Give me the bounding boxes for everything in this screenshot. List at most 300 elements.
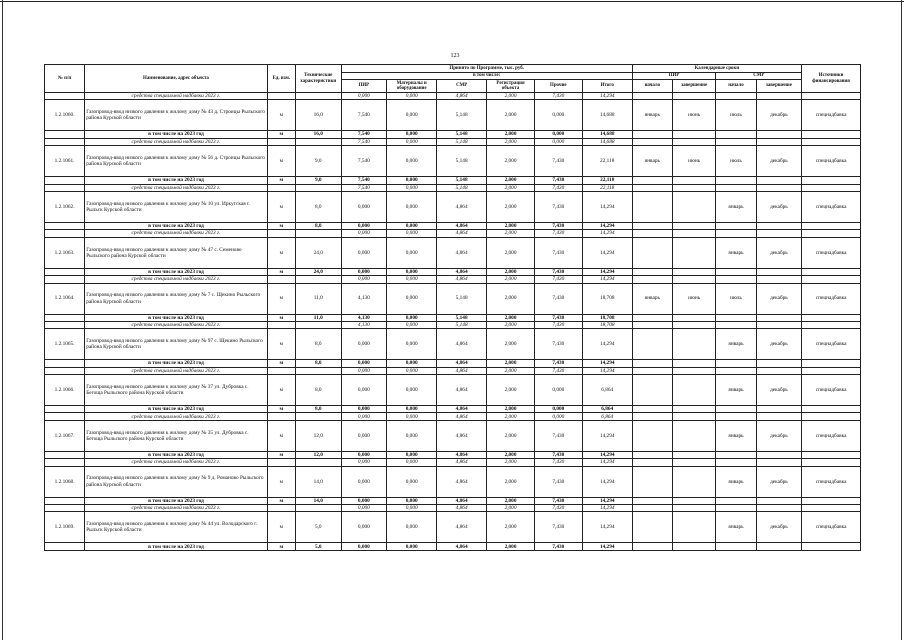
object-unit: м xyxy=(267,375,295,406)
year-total-blank-cell xyxy=(756,177,802,184)
object-pir-start: январь xyxy=(632,100,672,131)
fund-blank-cell xyxy=(802,321,861,328)
object-pir-start: январь xyxy=(632,146,672,177)
fund-row-label: средства специальной надбавки 2023 г. xyxy=(85,505,268,512)
object-materials: 0,000 xyxy=(387,512,437,543)
year-total-materials: 0,000 xyxy=(387,406,437,413)
fund-blank-cell xyxy=(756,367,802,374)
fund-row xyxy=(45,413,861,420)
fund-blank-cell xyxy=(672,459,715,466)
fund-pir: 0,000 xyxy=(341,505,387,512)
year-total-registration: 2,000 xyxy=(487,497,535,504)
fund-materials: 0,000 xyxy=(387,230,437,237)
year-total-total: 22,118 xyxy=(582,177,632,184)
object-pir-end xyxy=(672,375,715,406)
year-total-total: 14,294 xyxy=(582,268,632,275)
year-total-blank-cell xyxy=(672,360,715,367)
fund-row-unit-cell xyxy=(267,93,295,100)
fund-row-label: средства специальной надбавки 2023 г. xyxy=(85,276,268,283)
year-total-blank-cell xyxy=(756,406,802,413)
year-total-total: 6,864 xyxy=(582,406,632,413)
year-total-smr: 4,864 xyxy=(437,543,487,550)
year-total-label: в том числе на 2023 год xyxy=(85,451,268,458)
object-unit: м xyxy=(267,237,295,268)
year-total-unit: м xyxy=(267,543,295,550)
year-total-smr: 5,148 xyxy=(437,314,487,321)
fund-total: 22,118 xyxy=(582,184,632,191)
object-number: 1.2.1061. xyxy=(45,146,85,177)
object-smr-start: январь xyxy=(716,237,756,268)
object-registration: 2,000 xyxy=(487,146,535,177)
object-materials: 0,000 xyxy=(387,283,437,314)
fund-pir: 7,540 xyxy=(341,138,387,145)
object-source: спецнадбавка xyxy=(802,420,861,451)
fund-row-label: средства специальной надбавки 2023 г. xyxy=(85,321,268,328)
object-pir-end xyxy=(672,329,715,360)
year-total-label: в том числе на 2023 год xyxy=(85,177,268,184)
year-total-row xyxy=(45,222,861,229)
object-smr-start: июль xyxy=(716,146,756,177)
year-total-blank-cell xyxy=(802,268,861,275)
header-smr-start: начало xyxy=(716,80,756,93)
year-total-other: 7,430 xyxy=(534,543,582,550)
fund-row-unit-cell xyxy=(267,505,295,512)
fund-smr: 4,864 xyxy=(437,505,487,512)
table-header xyxy=(45,65,861,93)
object-materials: 0,000 xyxy=(387,237,437,268)
object-pir-end xyxy=(672,420,715,451)
fund-other: 0,000 xyxy=(534,413,582,420)
object-row xyxy=(45,146,861,177)
fund-registration: 2,000 xyxy=(487,505,535,512)
object-row xyxy=(45,420,861,451)
year-total-blank-cell xyxy=(756,451,802,458)
table-body xyxy=(45,93,861,551)
year-total-pir: 0,000 xyxy=(341,406,387,413)
object-tech: 8,0 xyxy=(295,329,341,360)
object-number: 1.2.1062. xyxy=(45,191,85,222)
object-number: 1.2.1063. xyxy=(45,237,85,268)
fund-registration: 2,000 xyxy=(487,276,535,283)
fund-materials: 0,000 xyxy=(387,367,437,374)
year-total-label: в том числе на 2023 год xyxy=(85,543,268,550)
year-total-blank-cell xyxy=(716,451,756,458)
fund-blank-cell xyxy=(716,138,756,145)
year-total-no-cell xyxy=(45,406,85,413)
object-materials: 0,000 xyxy=(387,329,437,360)
object-smr-end: декабрь xyxy=(756,100,802,131)
year-total-smr: 4,864 xyxy=(437,497,487,504)
year-total-blank-cell xyxy=(632,497,672,504)
fund-blank-cell xyxy=(632,138,672,145)
year-total-row xyxy=(45,360,861,367)
object-tech: 11,0 xyxy=(295,283,341,314)
year-total-blank-cell xyxy=(802,177,861,184)
object-total: 6,864 xyxy=(582,375,632,406)
fund-row-tech-cell xyxy=(295,367,341,374)
year-total-label: в том числе на 2023 год xyxy=(85,268,268,275)
year-total-blank-cell xyxy=(716,497,756,504)
fund-materials: 0,000 xyxy=(387,138,437,145)
object-name: Газопровод-ввод низкого давления к жилому дому № 37 ул. Дубровка с. Бегоща Рыльского района Курской области xyxy=(85,375,268,406)
year-total-blank-cell xyxy=(672,497,715,504)
header-cal-smr: СМР xyxy=(716,73,802,80)
object-smr-end: декабрь xyxy=(756,512,802,543)
year-total-tech: 14,0 xyxy=(295,497,341,504)
object-registration: 2,000 xyxy=(487,237,535,268)
fund-cal-cell xyxy=(716,93,756,100)
year-total-smr: 4,864 xyxy=(437,360,487,367)
fund-row-tech-cell xyxy=(295,459,341,466)
fund-pir: 7,540 xyxy=(341,184,387,191)
year-total-tech: 8,0 xyxy=(295,222,341,229)
year-total-blank-cell xyxy=(672,177,715,184)
year-total-unit: м xyxy=(267,222,295,229)
fund-other: 7,430 xyxy=(534,184,582,191)
fund-smr: 4,864 xyxy=(437,413,487,420)
fund-row-no-cell xyxy=(45,413,85,420)
year-total-blank-cell xyxy=(632,222,672,229)
object-other: 7,430 xyxy=(534,237,582,268)
year-total-row xyxy=(45,406,861,413)
header-cal-pir: ПИР xyxy=(632,73,716,80)
object-source: спецнадбавка xyxy=(802,329,861,360)
year-total-materials: 0,000 xyxy=(387,177,437,184)
year-total-materials: 0,000 xyxy=(387,451,437,458)
object-smr-start: июль xyxy=(716,283,756,314)
fund-blank-cell xyxy=(632,459,672,466)
object-total: 14,294 xyxy=(582,237,632,268)
fund-registration: 2,000 xyxy=(487,230,535,237)
fund-blank-cell xyxy=(632,367,672,374)
fund-row-tech-cell xyxy=(295,321,341,328)
object-pir: 7,540 xyxy=(341,100,387,131)
fund-row-tech-cell xyxy=(295,93,341,100)
object-other: 7,430 xyxy=(534,420,582,451)
year-total-blank-cell xyxy=(802,451,861,458)
year-total-blank-cell xyxy=(672,268,715,275)
object-row xyxy=(45,237,861,268)
year-total-total: 14,294 xyxy=(582,543,632,550)
fund-blank-cell xyxy=(802,184,861,191)
year-total-blank-cell xyxy=(672,222,715,229)
fund-registration: 2,000 xyxy=(487,184,535,191)
header-other: Прочие xyxy=(534,80,582,93)
header-no: № п/п xyxy=(45,65,85,93)
fund-total: 14,688 xyxy=(582,138,632,145)
object-registration: 2,000 xyxy=(487,512,535,543)
object-other: 0,000 xyxy=(534,100,582,131)
fund-cal-cell xyxy=(632,93,672,100)
year-total-blank-cell xyxy=(672,314,715,321)
fund-row-no-cell xyxy=(45,367,85,374)
year-total-unit: м xyxy=(267,406,295,413)
year-total-tech: 12,0 xyxy=(295,451,341,458)
year-total-blank-cell xyxy=(632,131,672,138)
fund-row-no-cell xyxy=(45,276,85,283)
year-total-blank-cell xyxy=(756,131,802,138)
fund-row xyxy=(45,459,861,466)
object-smr: 4,864 xyxy=(437,512,487,543)
object-source: спецнадбавка xyxy=(802,100,861,131)
year-total-label: в том числе на 2023 год xyxy=(85,406,268,413)
year-total-other: 7,430 xyxy=(534,177,582,184)
fund-blank-cell xyxy=(802,276,861,283)
fund-smr: 4,864 xyxy=(437,93,487,100)
fund-cal-cell xyxy=(756,93,802,100)
fund-row-unit-cell xyxy=(267,138,295,145)
fund-pir: 0,000 xyxy=(341,93,387,100)
year-total-no-cell xyxy=(45,360,85,367)
year-total-blank-cell xyxy=(756,222,802,229)
year-total-pir: 7,540 xyxy=(341,177,387,184)
object-smr: 5,148 xyxy=(437,146,487,177)
object-number: 1.2.1060. xyxy=(45,100,85,131)
year-total-other: 7,430 xyxy=(534,451,582,458)
year-total-blank-cell xyxy=(632,268,672,275)
fund-other: 7,430 xyxy=(534,321,582,328)
object-smr-start: январь xyxy=(716,375,756,406)
year-total-blank-cell xyxy=(716,177,756,184)
object-smr: 5,148 xyxy=(437,283,487,314)
object-number: 1.2.1065. xyxy=(45,329,85,360)
scan-border-top xyxy=(0,1,904,2)
object-unit: м xyxy=(267,283,295,314)
fund-blank-cell xyxy=(756,184,802,191)
fund-blank-cell xyxy=(632,184,672,191)
object-registration: 2,000 xyxy=(487,420,535,451)
fund-row-no-cell xyxy=(45,230,85,237)
header-name: Наименование, адрес объекта xyxy=(85,65,268,93)
year-total-pir: 7,540 xyxy=(341,131,387,138)
fund-registration: 2,000 xyxy=(487,367,535,374)
fund-row xyxy=(45,321,861,328)
object-materials: 0,000 xyxy=(387,375,437,406)
fund-row-label: средства специальной надбавки 2023 г. xyxy=(85,413,268,420)
fund-row xyxy=(45,93,861,100)
fund-blank-cell xyxy=(802,459,861,466)
fund-blank-cell xyxy=(672,276,715,283)
object-tech: 9,0 xyxy=(295,146,341,177)
object-registration: 2,000 xyxy=(487,100,535,131)
fund-row-tech-cell xyxy=(295,184,341,191)
fund-blank-cell xyxy=(716,230,756,237)
fund-registration: 2,000 xyxy=(487,459,535,466)
year-total-blank-cell xyxy=(802,222,861,229)
fund-blank-cell xyxy=(632,276,672,283)
year-total-materials: 0,000 xyxy=(387,268,437,275)
fund-blank-cell xyxy=(716,505,756,512)
object-smr: 4,864 xyxy=(437,375,487,406)
fund-smr: 4,864 xyxy=(437,367,487,374)
year-total-no-cell xyxy=(45,497,85,504)
year-total-smr: 4,864 xyxy=(437,406,487,413)
year-total-blank-cell xyxy=(716,314,756,321)
object-name: Газопровод-ввод низкого давления к жилому дому № 35 ул. Дубровка с. Бегоща Рыльского района Курской области xyxy=(85,420,268,451)
header-source: Источники финансирования xyxy=(802,65,861,93)
object-row xyxy=(45,375,861,406)
object-smr-end: декабрь xyxy=(756,283,802,314)
object-row xyxy=(45,100,861,131)
fund-row-no-cell xyxy=(45,321,85,328)
year-total-other: 0,000 xyxy=(534,131,582,138)
header-registration: Регистрация объекта xyxy=(487,80,535,93)
fund-row-unit-cell xyxy=(267,367,295,374)
fund-row-label: средства специальной надбавки 2023 г. xyxy=(85,459,268,466)
object-unit: м xyxy=(267,191,295,222)
object-row xyxy=(45,466,861,497)
object-other: 7,430 xyxy=(534,146,582,177)
object-smr-end: декабрь xyxy=(756,420,802,451)
fund-blank-cell xyxy=(672,413,715,420)
year-total-blank-cell xyxy=(756,268,802,275)
object-source: спецнадбавка xyxy=(802,375,861,406)
year-total-total: 14,688 xyxy=(582,131,632,138)
object-pir-start xyxy=(632,466,672,497)
object-unit: м xyxy=(267,512,295,543)
fund-materials: 0,000 xyxy=(387,184,437,191)
object-other: 7,430 xyxy=(534,329,582,360)
fund-smr: 5,148 xyxy=(437,138,487,145)
fund-materials: 0,000 xyxy=(387,505,437,512)
object-materials: 0,000 xyxy=(387,146,437,177)
year-total-total: 14,294 xyxy=(582,497,632,504)
fund-blank-cell xyxy=(716,413,756,420)
year-total-unit: м xyxy=(267,268,295,275)
fund-row-no-cell xyxy=(45,93,85,100)
object-name: Газопровод-ввод низкого давления к жилому дому № 10 ул. Иркутская г. Рыльск Курской области xyxy=(85,191,268,222)
object-source: спецнадбавка xyxy=(802,191,861,222)
object-smr-start: январь xyxy=(716,191,756,222)
object-smr-start: июль xyxy=(716,100,756,131)
fund-row-unit-cell xyxy=(267,230,295,237)
year-total-no-cell xyxy=(45,451,85,458)
fund-blank-cell xyxy=(756,505,802,512)
object-pir-start xyxy=(632,329,672,360)
fund-row-label: средства специальной надбавки 2023 г. xyxy=(85,367,268,374)
year-total-registration: 2,000 xyxy=(487,222,535,229)
year-total-smr: 5,148 xyxy=(437,177,487,184)
year-total-blank-cell xyxy=(716,543,756,550)
scan-border-right xyxy=(901,0,902,640)
fund-blank-cell xyxy=(756,138,802,145)
year-total-blank-cell xyxy=(756,360,802,367)
year-total-blank-cell xyxy=(716,406,756,413)
fund-total: 6,864 xyxy=(582,413,632,420)
fund-blank-cell xyxy=(756,321,802,328)
fund-row-no-cell xyxy=(45,459,85,466)
page-number: 123 xyxy=(450,53,460,59)
fund-registration: 2,000 xyxy=(487,138,535,145)
year-total-registration: 2,000 xyxy=(487,131,535,138)
object-pir-end: июнь xyxy=(672,146,715,177)
object-tech: 12,0 xyxy=(295,420,341,451)
year-total-pir: 0,000 xyxy=(341,268,387,275)
fund-blank-cell xyxy=(716,459,756,466)
object-smr: 4,864 xyxy=(437,191,487,222)
object-number: 1.2.1064. xyxy=(45,283,85,314)
year-total-blank-cell xyxy=(756,314,802,321)
fund-registration: 2,000 xyxy=(487,413,535,420)
fund-blank-cell xyxy=(672,138,715,145)
fund-row-unit-cell xyxy=(267,276,295,283)
year-total-other: 7,430 xyxy=(534,360,582,367)
fund-row xyxy=(45,184,861,191)
object-smr-end: декабрь xyxy=(756,375,802,406)
year-total-tech: 9,0 xyxy=(295,177,341,184)
fund-smr: 4,864 xyxy=(437,276,487,283)
object-registration: 2,000 xyxy=(487,191,535,222)
header-incl: в том числе: xyxy=(341,73,632,80)
object-pir-end xyxy=(672,512,715,543)
fund-total: 14,294 xyxy=(582,505,632,512)
fund-row-tech-cell xyxy=(295,413,341,420)
fund-materials: 0,000 xyxy=(387,413,437,420)
object-unit: м xyxy=(267,329,295,360)
header-program: Принято по Программе, тыс. руб. xyxy=(341,65,632,73)
object-materials: 0,000 xyxy=(387,191,437,222)
fund-blank-cell xyxy=(716,321,756,328)
header-pir-end: завершение xyxy=(672,80,715,93)
program-table xyxy=(44,64,861,551)
fund-row xyxy=(45,505,861,512)
header-pir: ПИР xyxy=(341,80,387,93)
fund-blank-cell xyxy=(632,413,672,420)
object-tech: 8,0 xyxy=(295,375,341,406)
fund-row-unit-cell xyxy=(267,321,295,328)
year-total-blank-cell xyxy=(802,314,861,321)
fund-other: 7,430 xyxy=(534,459,582,466)
fund-materials: 0,000 xyxy=(387,459,437,466)
fund-other: 7,430 xyxy=(534,93,582,100)
year-total-label: в том числе на 2023 год xyxy=(85,497,268,504)
object-registration: 2,000 xyxy=(487,329,535,360)
fund-row-tech-cell xyxy=(295,138,341,145)
object-total: 14,294 xyxy=(582,512,632,543)
year-total-no-cell xyxy=(45,177,85,184)
year-total-row xyxy=(45,177,861,184)
object-total: 14,688 xyxy=(582,100,632,131)
object-other: 7,430 xyxy=(534,283,582,314)
year-total-row xyxy=(45,451,861,458)
year-total-pir: 0,000 xyxy=(341,222,387,229)
year-total-tech: 5,0 xyxy=(295,543,341,550)
object-unit: м xyxy=(267,100,295,131)
fund-materials: 0,000 xyxy=(387,93,437,100)
object-pir: 7,540 xyxy=(341,146,387,177)
fund-blank-cell xyxy=(716,184,756,191)
header-materials: Материалы и оборудование xyxy=(387,80,437,93)
year-total-row xyxy=(45,131,861,138)
year-total-total: 14,294 xyxy=(582,360,632,367)
year-total-row xyxy=(45,314,861,321)
fund-blank-cell xyxy=(802,367,861,374)
fund-row-tech-cell xyxy=(295,505,341,512)
fund-row xyxy=(45,367,861,374)
fund-row xyxy=(45,276,861,283)
year-total-registration: 2,000 xyxy=(487,451,535,458)
header-total: Итого xyxy=(582,80,632,93)
year-total-blank-cell xyxy=(632,177,672,184)
fund-blank-cell xyxy=(632,321,672,328)
fund-blank-cell xyxy=(672,184,715,191)
year-total-blank-cell xyxy=(632,360,672,367)
object-name: Газопровод-ввод низкого давления к жилому дому № 7 с. Щекино Рыльского района Курской области xyxy=(85,283,268,314)
fund-blank-cell xyxy=(802,505,861,512)
year-total-tech: 24,0 xyxy=(295,268,341,275)
object-materials: 0,000 xyxy=(387,420,437,451)
fund-blank-cell xyxy=(672,230,715,237)
